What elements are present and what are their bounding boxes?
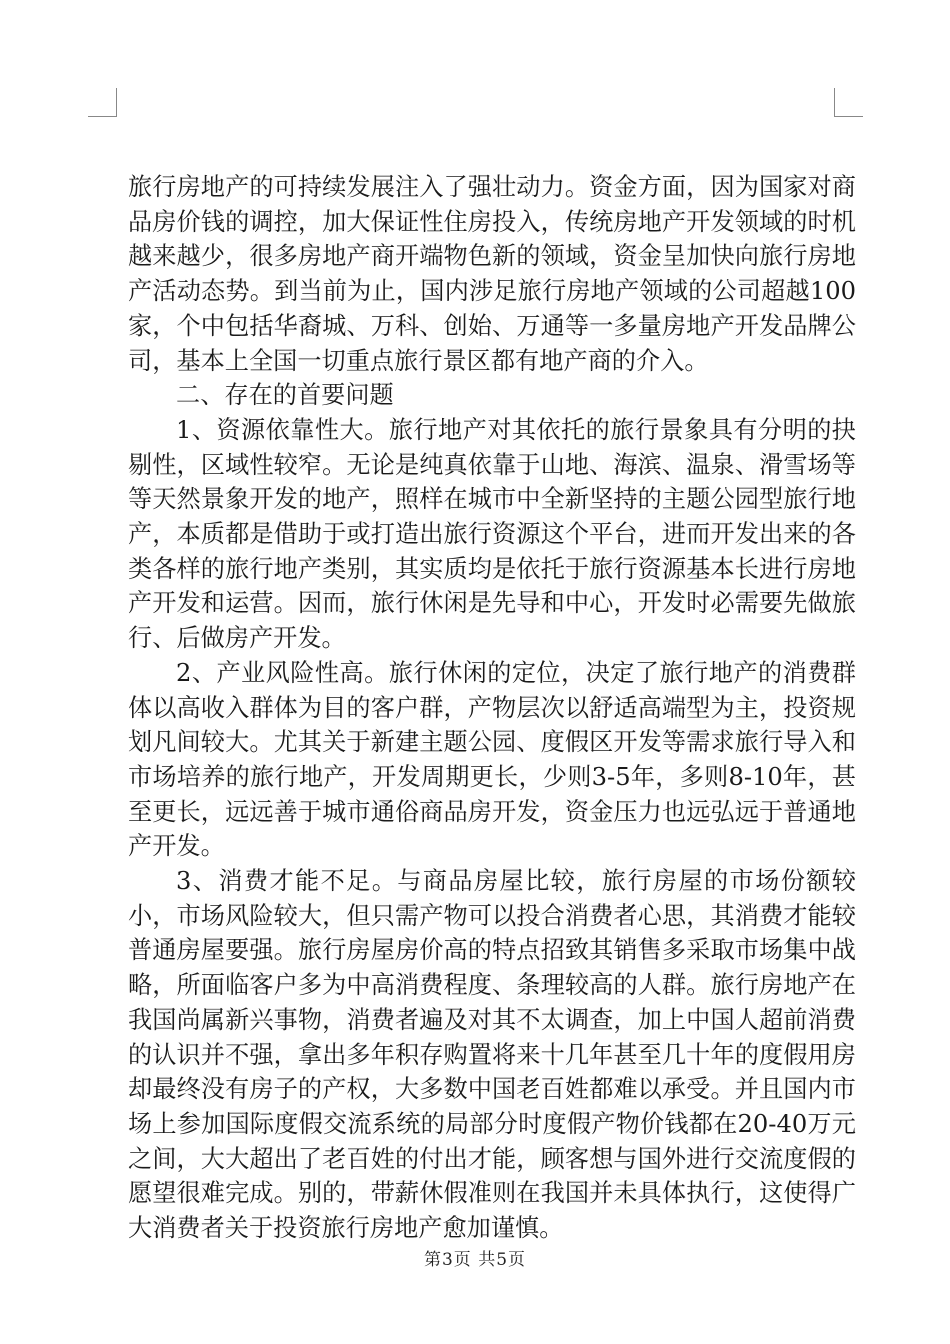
crop-mark-top-left bbox=[88, 88, 117, 117]
section-heading-main-issues: 二、存在的首要问题 bbox=[176, 381, 394, 410]
document-body bbox=[128, 170, 856, 1246]
paragraph-issue-consumption-capacity: 3、消费才能不足。与商品房屋比较，旅行房屋的市场份额较小，市场风险较大，但只需产物可以投合消费者心思，其消费才能较普通房屋要强。旅行房屋房价高的特点招致其销售多采取市场集中战略，所面临客户多为中高消费程度、条理较高的人群。旅行房地产在我国尚属新兴事物，消费者遍及对其不太调查，加上中国人超前消费的认识并不强，拿出多年积存购置将来十几年甚至几十年的度假用房却最终没有房子的产权，大多数中国老百姓都难以承受。并且国内市场上参加国际度假交流系统的局部分时度假产物价钱都在20-40万元之间，大大超出了老百姓的付出才能，顾客想与国外进行交流度假的愿望很难完成。别的，带薪休假准则在我国并未具体执行，这使得广大消费者关于投资旅行房地产愈加谨慎。 bbox=[128, 867, 856, 1243]
page-number-footer: 第3页 共5页 bbox=[423, 1250, 527, 1270]
crop-mark-top-right bbox=[834, 88, 863, 117]
paragraph-intro-continued: 旅行房地产的可持续发展注入了强壮动力。资金方面，因为国家对商品房价钱的调控，加大保证性住房投入，传统房地产开发领域的时机越来越少，很多房地产商开端物色新的领域，资金呈加快向旅行房地产活动态势。到当前为止，国内涉足旅行房地产领域的公司超越100家，个中包括华裔城、万科、创始、万通等一多量房地产开发品牌公司，基本上全国一切重点旅行景区都有地产商的介入。 bbox=[128, 173, 856, 375]
paragraph-issue-resource-dependence: 1、资源依靠性大。旅行地产对其依托的旅行景象具有分明的抉剔性，区域性较窄。无论是纯真依靠于山地、海滨、温泉、滑雪场等等天然景象开发的地产，照样在城市中全新坚持的主题公园型旅行地产，本质都是借助于或打造出旅行资源这个平台，进而开发出来的各类各样的旅行地产类别，其实质均是依托于旅行资源基本长进行房地产开发和运营。因而，旅行休闲是先导和中心，开发时必需要先做旅行、后做房产开发。 bbox=[128, 415, 856, 653]
paragraph-issue-industry-risk: 2、产业风险性高。旅行休闲的定位，决定了旅行地产的消费群体以高收入群体为目的客户群，产物层次以舒适高端型为主，投资规划凡间较大。尤其关于新建主题公园、度假区开发等需求旅行导入和市场培养的旅行地产，开发周期更长，少则3-5年，多则8-10年，甚至更长，远远善于城市通俗商品房开发，资金压力也远弘远于普通地产开发。 bbox=[128, 658, 856, 861]
